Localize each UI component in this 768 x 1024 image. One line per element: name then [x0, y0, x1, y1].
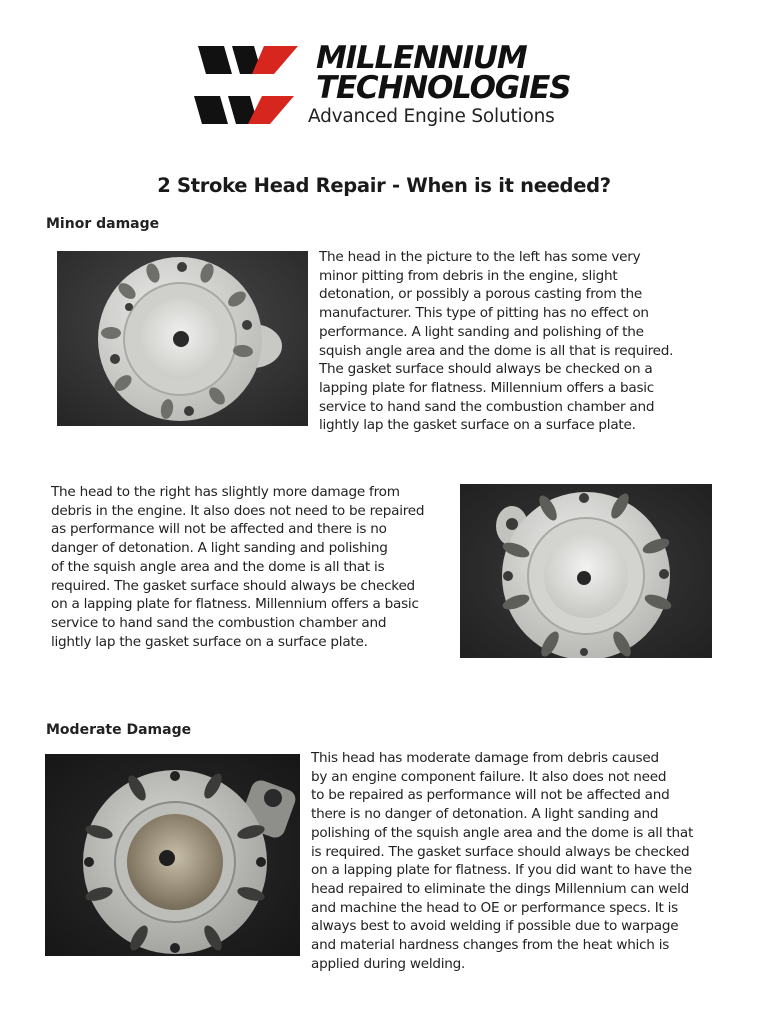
- section-heading-moderate-damage: Moderate Damage: [46, 722, 192, 738]
- text-line: service to hand sand the combustion chamber and: [51, 614, 387, 631]
- text-line: detonation, or possibly a porous casting from the: [319, 286, 642, 303]
- text-line: The head to the right has slightly more damage from: [51, 484, 400, 500]
- photo-cylinder-head-minor: [57, 251, 308, 426]
- text-line: applied during welding.: [311, 955, 466, 972]
- paragraph-moderate-damage: [311, 749, 693, 973]
- text-line: head repaired to eliminate the dings Millennium can weld: [311, 880, 690, 897]
- text-line: minor pitting from debris in the engine, slight: [319, 267, 618, 284]
- text-line: always best to avoid welding if possible due to warpage: [311, 918, 679, 935]
- page-title: 2 Stroke Head Repair - When is it needed?: [157, 174, 611, 197]
- brand-tagline: Advanced Engine Solutions: [308, 106, 555, 127]
- text-line: of the squish angle area and the dome is all that is: [51, 558, 385, 575]
- text-line: is required. The gasket surface should always be checked: [311, 843, 690, 860]
- text-line: lightly lap the gasket surface on a surface plate.: [51, 633, 368, 650]
- text-line: to be repaired as performance will not be affected and: [311, 787, 670, 804]
- text-line: as performance will not be affected and there is no: [51, 521, 387, 538]
- text-line: debris in the engine. It also does not need to be repaired: [51, 502, 425, 519]
- brand-name-line1: MILLENNIUM: [316, 40, 527, 76]
- text-line: The head in the picture to the left has some very: [319, 249, 641, 265]
- paragraph-minor-damage-1: [319, 248, 673, 435]
- paragraph-minor-damage-2: [51, 483, 424, 651]
- text-line: danger of detonation. A light sanding and polishing: [51, 540, 388, 557]
- text-line: lapping plate for flatness. Millennium offers a basic: [319, 379, 655, 396]
- text-line: required. The gasket surface should always be checked: [51, 577, 415, 594]
- text-line: on a lapping plate for flatness. If you did want to have the: [311, 862, 692, 879]
- photo-cylinder-head-slight: [460, 484, 712, 658]
- photo-cylinder-head-moderate: [45, 754, 300, 956]
- text-line: service to hand sand the combustion chamber and: [319, 398, 655, 415]
- text-line: performance. A light sanding and polishing of the: [319, 323, 644, 340]
- text-line: This head has moderate damage from debris caused: [311, 750, 659, 766]
- logo-mark-icon: [190, 40, 310, 132]
- text-line: squish angle area and the dome is all that is required.: [319, 342, 674, 359]
- section-heading-minor-damage: Minor damage: [46, 216, 160, 232]
- text-line: by an engine component failure. It also does not need: [311, 768, 667, 785]
- text-line: lightly lap the gasket surface on a surface plate.: [319, 417, 636, 434]
- text-line: on a lapping plate for flatness. Millennium offers a basic: [51, 596, 419, 613]
- brand-name-line2: TECHNOLOGIES: [316, 70, 571, 106]
- text-line: manufacturer. This type of pitting has no effect on: [319, 305, 649, 322]
- text-line: and machine the head to OE or performance specs. It is: [311, 899, 678, 916]
- text-line: and material hardness changes from the heat which is: [311, 937, 670, 954]
- text-line: The gasket surface should always be checked on a: [319, 361, 653, 378]
- text-line: polishing of the squish angle area and the dome is all that: [311, 824, 694, 841]
- text-line: there is no danger of detonation. A light sanding and: [311, 806, 659, 823]
- company-logo: [190, 40, 590, 132]
